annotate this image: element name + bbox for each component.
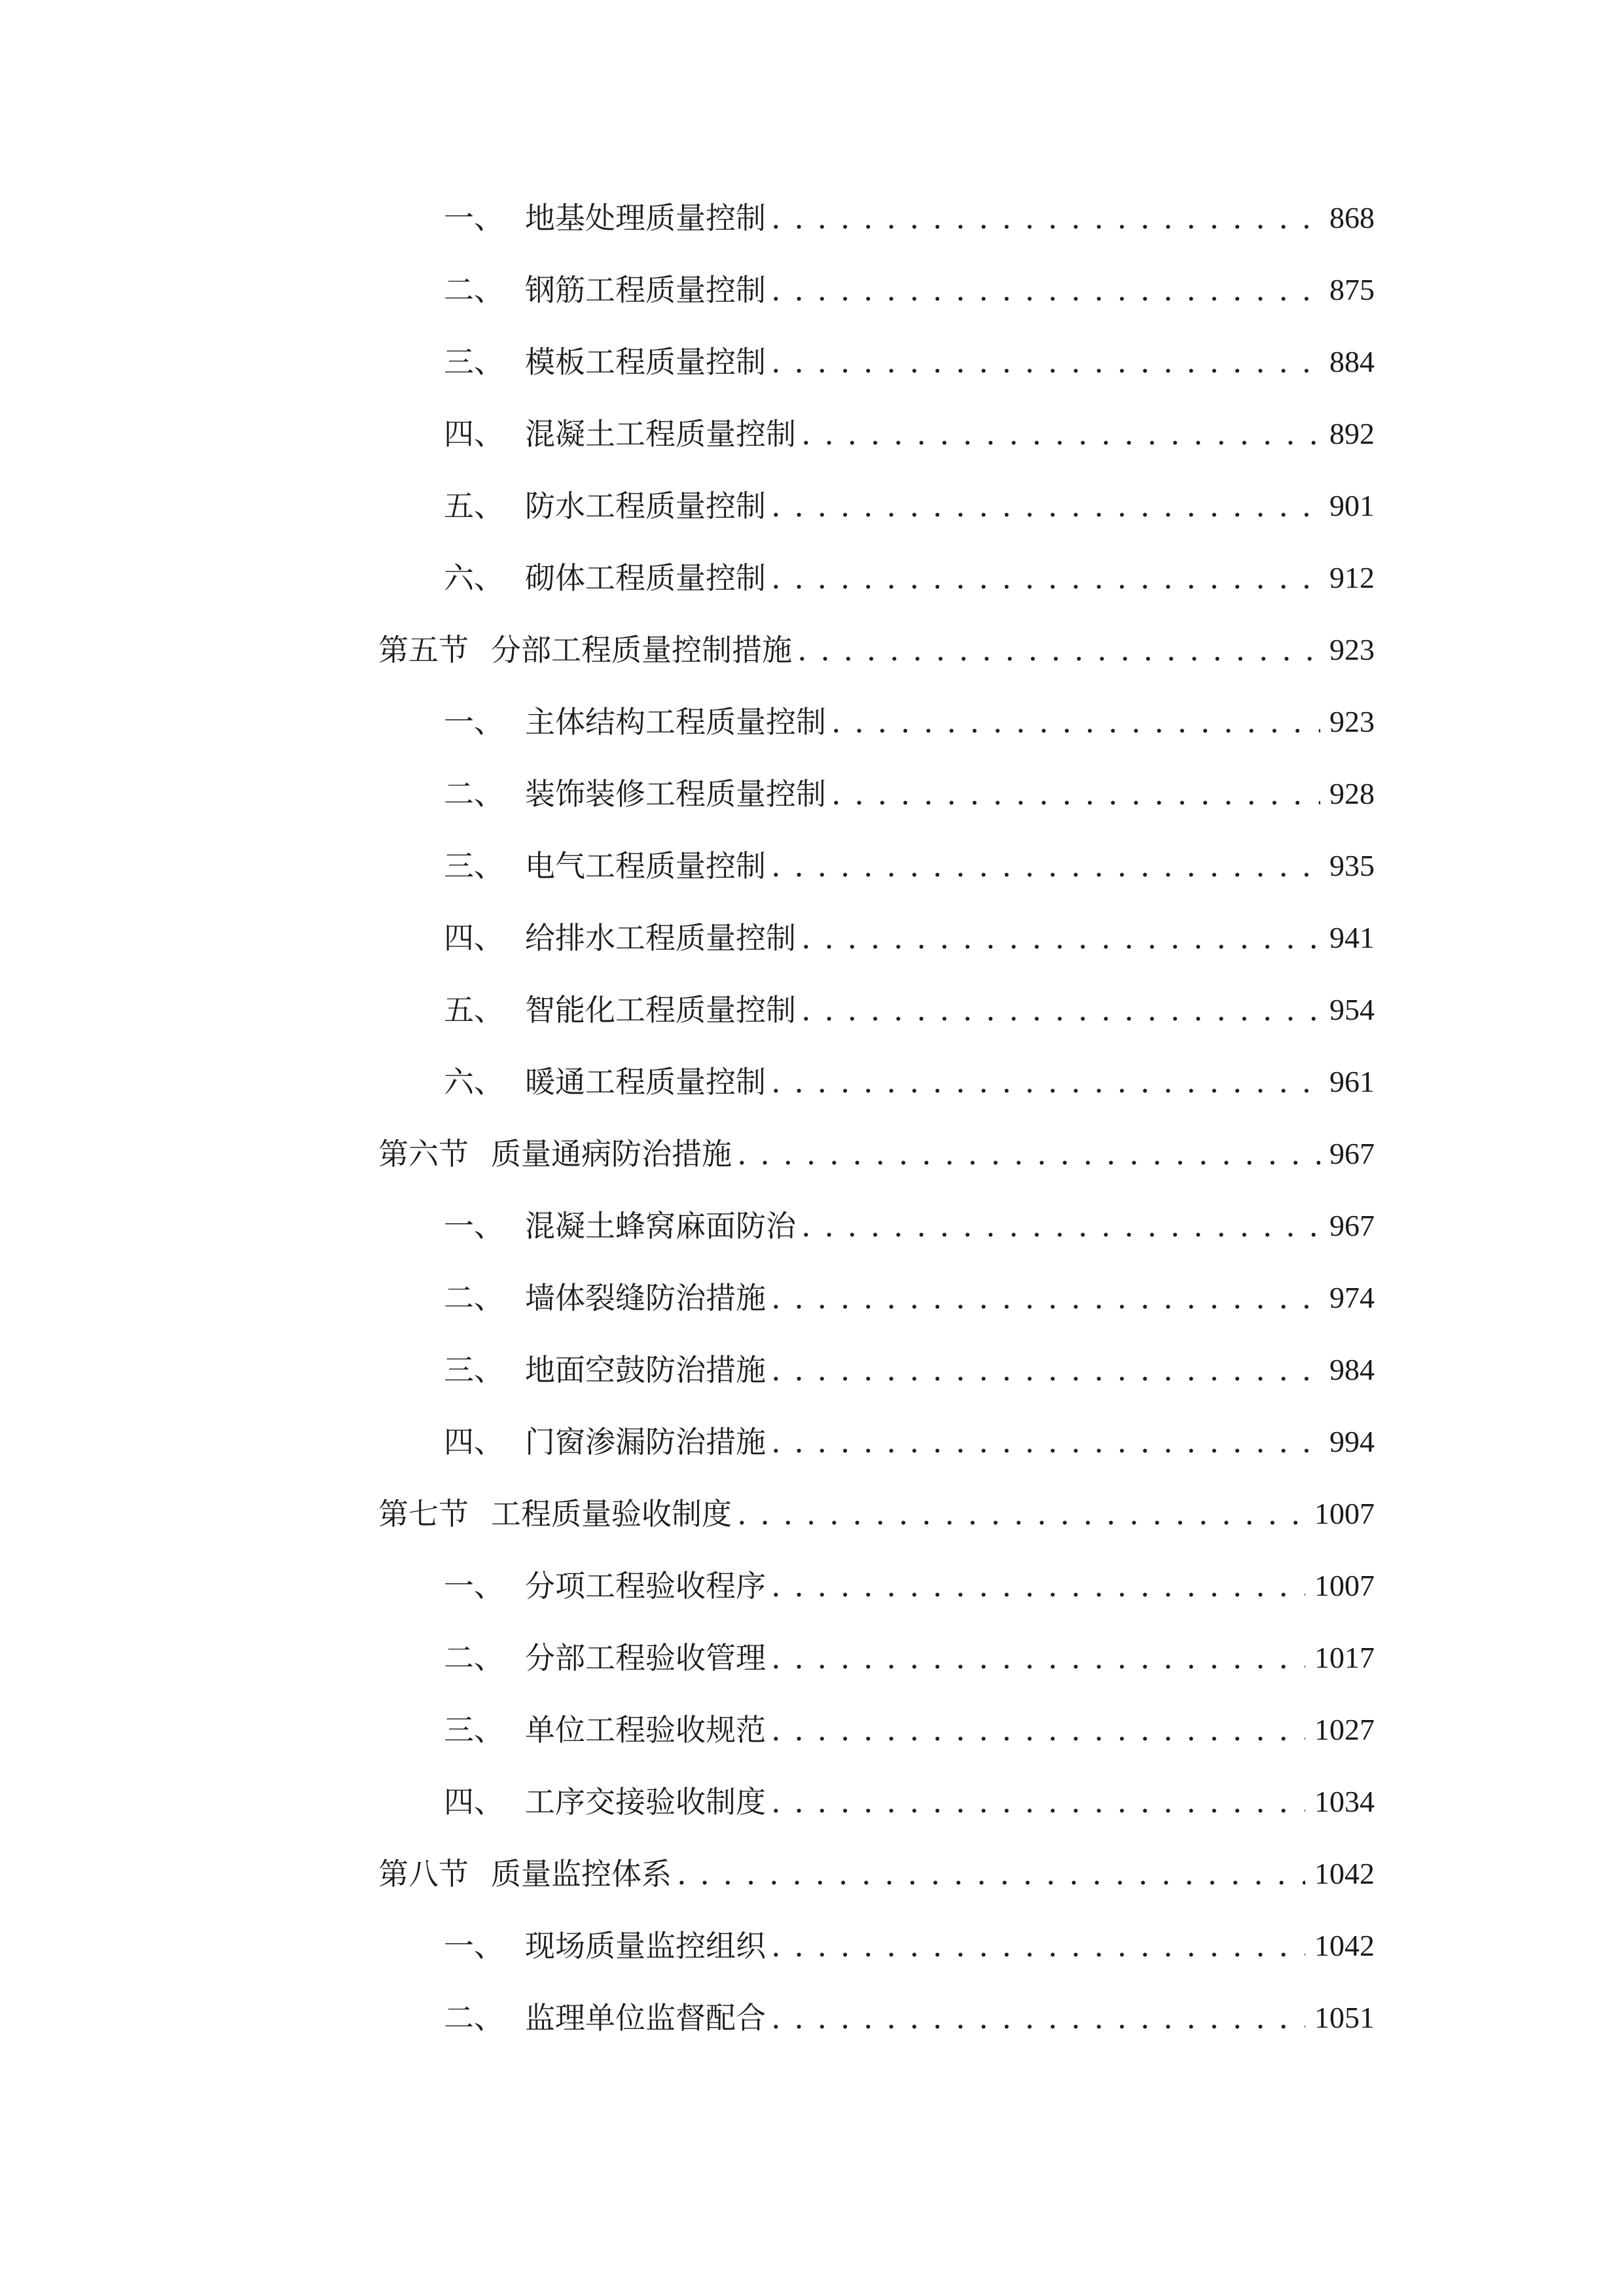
toc-entry-title: 钢筋工程质量控制 [525, 272, 766, 308]
dot-leader [801, 987, 1320, 1033]
toc-entry[interactable] [444, 771, 1375, 817]
toc-entry[interactable] [444, 195, 1375, 241]
dot-leader [771, 843, 1320, 889]
toc-entry[interactable] [444, 843, 1375, 889]
dot-leader [737, 1491, 1305, 1537]
toc-entry-number: 三、 [444, 1712, 504, 1748]
toc-entry-page: 1034 [1314, 1785, 1375, 1818]
toc-entry-title: 砌体工程质量控制 [525, 560, 766, 596]
toc-section-entry[interactable] [378, 1491, 1375, 1537]
dot-leader [771, 483, 1320, 529]
toc-section-entry[interactable] [378, 627, 1375, 673]
toc-entry-number: 四、 [444, 1424, 504, 1460]
toc-entry-page: 884 [1329, 345, 1375, 378]
toc-entry-title: 智能化工程质量控制 [525, 992, 796, 1028]
dot-leader [771, 339, 1320, 385]
toc-entry[interactable] [444, 1779, 1375, 1825]
toc-entry[interactable] [444, 267, 1375, 313]
toc-entry[interactable] [444, 1563, 1375, 1609]
toc-entry-number: 一、 [444, 1208, 504, 1244]
dot-leader [771, 1275, 1320, 1321]
dot-leader [771, 1707, 1305, 1753]
toc-entry-title: 分部工程验收管理 [525, 1640, 766, 1676]
toc-section-entry[interactable] [378, 1131, 1375, 1177]
dot-leader [797, 627, 1320, 673]
toc-entry-number: 二、 [444, 1280, 504, 1316]
toc-entry-page: 1007 [1314, 1569, 1375, 1602]
toc-entry-page: 1027 [1314, 1713, 1375, 1746]
toc-entry-page: 961 [1329, 1065, 1375, 1098]
toc-entry[interactable] [444, 483, 1375, 529]
toc-entry-page: 994 [1329, 1425, 1375, 1458]
toc-entry[interactable] [444, 555, 1375, 601]
dot-leader [771, 1419, 1320, 1465]
toc-entry-page: 1042 [1314, 1929, 1375, 1962]
toc-entry-number: 三、 [444, 344, 504, 380]
toc-entry-number: 四、 [444, 920, 504, 956]
toc-entry[interactable] [444, 1059, 1375, 1105]
toc-entry[interactable] [444, 1923, 1375, 1969]
toc-entry-page: 923 [1329, 705, 1375, 738]
toc-entry[interactable] [444, 1203, 1375, 1249]
dot-leader [831, 699, 1320, 745]
toc-entry[interactable] [444, 1707, 1375, 1753]
toc-entry-page: 892 [1329, 417, 1375, 450]
toc-entry-number: 二、 [444, 272, 504, 308]
toc-entry-page: 935 [1329, 849, 1375, 882]
toc-entry[interactable] [444, 339, 1375, 385]
dot-leader [771, 1923, 1305, 1969]
dot-leader [801, 1203, 1320, 1249]
dot-leader [771, 1347, 1320, 1393]
dot-leader [771, 1563, 1305, 1609]
toc-entry-number: 三、 [444, 848, 504, 884]
dot-leader [801, 411, 1320, 457]
toc-entry-number: 六、 [444, 560, 504, 596]
toc-entry-title: 地面空鼓防治措施 [525, 1352, 766, 1388]
toc-section-entry[interactable] [378, 1851, 1375, 1897]
toc-entry-number: 一、 [444, 200, 504, 236]
toc-entry[interactable] [444, 915, 1375, 961]
toc-entry-page: 1017 [1314, 1641, 1375, 1674]
toc-entry-page: 941 [1329, 921, 1375, 954]
toc-entry-title: 监理单位监督配合 [525, 2000, 766, 2036]
toc-entry[interactable] [444, 699, 1375, 745]
toc-entry[interactable] [444, 987, 1375, 1033]
toc-entry-page: 928 [1329, 777, 1375, 810]
dot-leader [771, 1995, 1305, 2041]
toc-entry-page: 1051 [1314, 2001, 1375, 2034]
toc-entry[interactable] [444, 1995, 1375, 2041]
toc-entry-title: 主体结构工程质量控制 [525, 704, 826, 740]
toc-entry-number: 一、 [444, 1928, 504, 1964]
toc-entry[interactable] [444, 1419, 1375, 1465]
toc-entry-number: 六、 [444, 1064, 504, 1100]
toc-entry-number: 二、 [444, 1640, 504, 1676]
toc-entry-page: 1042 [1314, 1857, 1375, 1890]
toc-section-number: 第七节 [378, 1496, 469, 1532]
toc-entry-page: 912 [1329, 561, 1375, 594]
toc-section-number: 第五节 [378, 632, 469, 668]
toc-section-title: 质量监控体系 [491, 1856, 672, 1892]
dot-leader [677, 1851, 1305, 1897]
dot-leader [771, 267, 1320, 313]
toc-entry-title: 装饰装修工程质量控制 [525, 776, 826, 812]
toc-entry-title: 门窗渗漏防治措施 [525, 1424, 766, 1460]
toc-entry-title: 混凝土工程质量控制 [525, 416, 796, 452]
toc-entry-page: 967 [1329, 1209, 1375, 1242]
toc-entry-title: 地基处理质量控制 [525, 200, 766, 236]
dot-leader [771, 555, 1320, 601]
toc-entry-page: 984 [1329, 1353, 1375, 1386]
dot-leader [801, 915, 1320, 961]
toc-entry-number: 四、 [444, 416, 504, 452]
toc-section-title: 分部工程质量控制措施 [491, 632, 792, 668]
toc-entry-number: 三、 [444, 1352, 504, 1388]
toc-entry-title: 现场质量监控组织 [525, 1928, 766, 1964]
dot-leader [831, 771, 1320, 817]
toc-entry[interactable] [444, 1347, 1375, 1393]
toc-entry[interactable] [444, 1275, 1375, 1321]
toc-entry-title: 模板工程质量控制 [525, 344, 766, 380]
toc-section-number: 第六节 [378, 1136, 469, 1172]
toc-entry-page: 974 [1329, 1281, 1375, 1314]
toc-section-title: 工程质量验收制度 [491, 1496, 732, 1532]
toc-entry[interactable] [444, 1635, 1375, 1681]
toc-entry-number: 二、 [444, 776, 504, 812]
toc-entry-page: 923 [1329, 633, 1375, 666]
toc-entry-page: 967 [1329, 1137, 1375, 1170]
toc-entry-title: 混凝土蜂窝麻面防治 [525, 1208, 796, 1244]
toc-entry-number: 一、 [444, 704, 504, 740]
toc-entry-number: 二、 [444, 2000, 504, 2036]
dot-leader [771, 1059, 1320, 1105]
dot-leader [771, 1635, 1305, 1681]
toc-entry-title: 防水工程质量控制 [525, 488, 766, 524]
toc-entry-page: 868 [1329, 201, 1375, 234]
toc-entry-title: 暖通工程质量控制 [525, 1064, 766, 1100]
toc-entry-number: 五、 [444, 488, 504, 524]
dot-leader [771, 1779, 1305, 1825]
toc-entry-title: 分项工程验收程序 [525, 1568, 766, 1604]
toc-entry-number: 一、 [444, 1568, 504, 1604]
dot-leader [737, 1131, 1320, 1177]
dot-leader [771, 195, 1320, 241]
toc-entry-page: 954 [1329, 993, 1375, 1026]
toc-entry-number: 四、 [444, 1784, 504, 1820]
toc-entry-page: 1007 [1314, 1497, 1375, 1530]
toc-entry-title: 电气工程质量控制 [525, 848, 766, 884]
toc-entry[interactable] [444, 411, 1375, 457]
toc-entry-page: 875 [1329, 273, 1375, 306]
toc-section-number: 第八节 [378, 1856, 469, 1892]
toc-entry-number: 五、 [444, 992, 504, 1028]
toc-entry-title: 工序交接验收制度 [525, 1784, 766, 1820]
toc-entry-page: 901 [1329, 489, 1375, 522]
toc-entry-title: 单位工程验收规范 [525, 1712, 766, 1748]
toc-entry-title: 墙体裂缝防治措施 [525, 1280, 766, 1316]
toc-entry-title: 给排水工程质量控制 [525, 920, 796, 956]
toc-section-title: 质量通病防治措施 [491, 1136, 732, 1172]
